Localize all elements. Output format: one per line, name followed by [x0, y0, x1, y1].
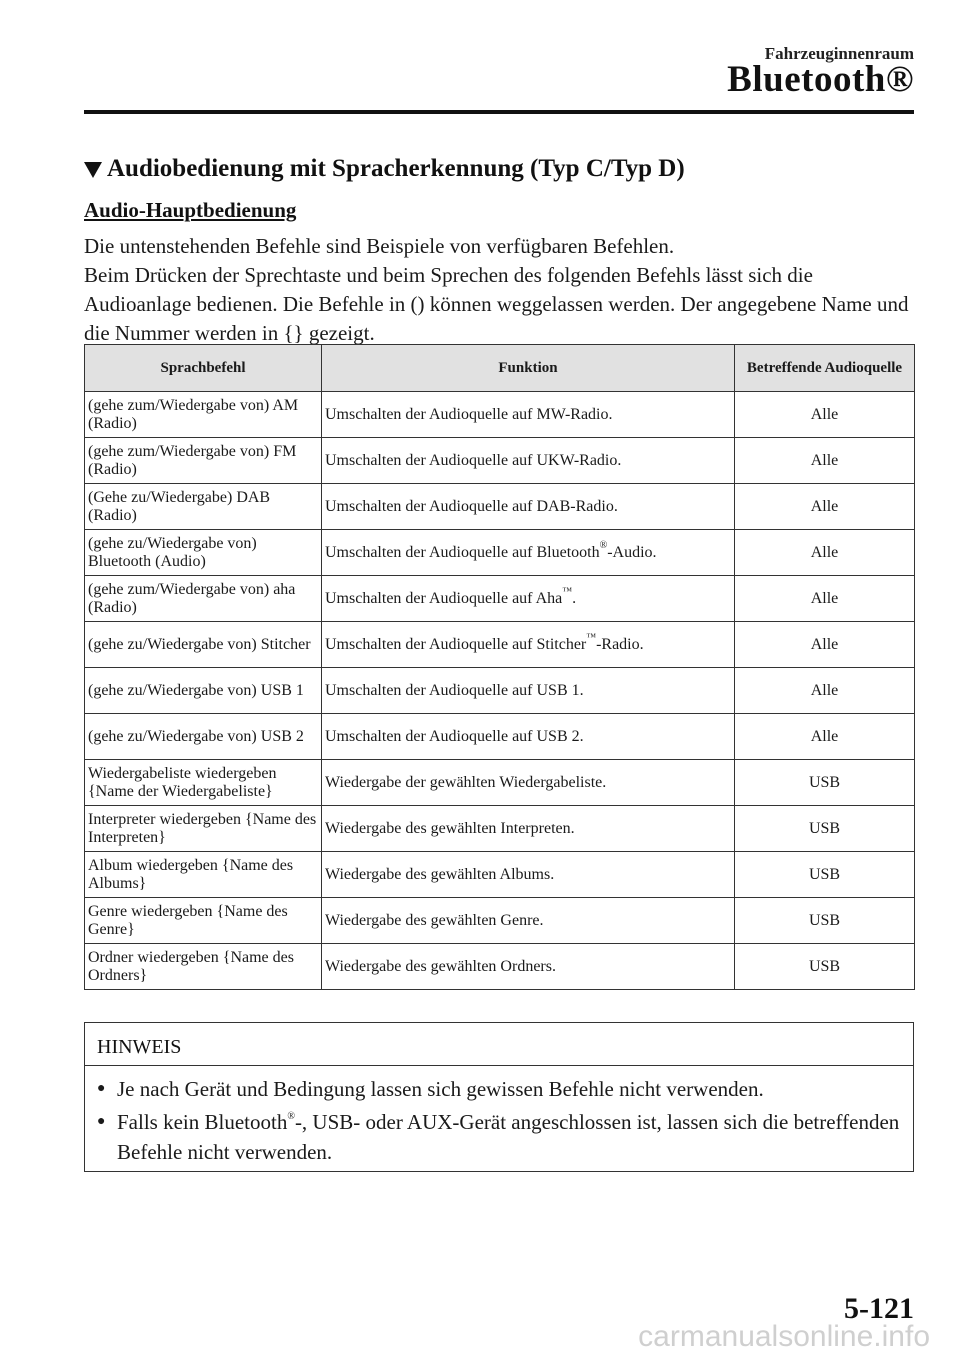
function-text-end: . — [572, 589, 577, 607]
note-item-text: Je nach Gerät und Bedingung lassen sich gewissen Befehle nicht verwenden. — [117, 1077, 764, 1101]
registered-mark: ® — [599, 540, 608, 552]
note-body — [85, 1066, 913, 1167]
cell-function: Wiedergabe des gewählten Ordners. — [322, 944, 735, 990]
function-text: Umschalten der Audioquelle auf Aha — [325, 589, 563, 607]
page-number: 5-121 — [844, 1292, 914, 1325]
table-row — [85, 714, 915, 760]
cell-function: Wiedergabe des gewählten Interpreten. — [322, 806, 735, 852]
cell-source: Alle — [735, 622, 915, 668]
subheading: Audio-Hauptbedienung — [84, 198, 297, 222]
note-title: HINWEIS — [85, 1023, 913, 1066]
table-row — [85, 622, 915, 668]
cell-source: USB — [735, 898, 915, 944]
cell-source: Alle — [735, 530, 915, 576]
cell-source: USB — [735, 852, 915, 898]
cell-function: Umschalten der Audioquelle auf DAB-Radio. — [322, 484, 735, 530]
cell-source: Alle — [735, 714, 915, 760]
function-text-end: -Audio. — [607, 543, 657, 561]
cell-command: (gehe zu/Wiedergabe von) Bluetooth (Audio) — [85, 530, 322, 576]
table-row — [85, 806, 915, 852]
trademark-mark: ™ — [586, 632, 597, 644]
cell-command: Genre wiedergeben {Name des Genre} — [85, 898, 322, 944]
bullet-icon: ● — [97, 1114, 106, 1129]
section-heading — [84, 155, 685, 183]
cell-function: Umschalten der Audioquelle auf USB 1. — [322, 668, 735, 714]
cell-function: Umschalten der Audioquelle auf UKW-Radio. — [322, 438, 735, 484]
cell-function — [322, 622, 735, 668]
cell-source: Alle — [735, 438, 915, 484]
note-box — [84, 1022, 914, 1172]
table-header-row — [85, 345, 915, 392]
cell-function: Umschalten der Audioquelle auf USB 2. — [322, 714, 735, 760]
function-text: Umschalten der Audioquelle auf Stitcher — [325, 635, 587, 653]
function-text: Umschalten der Audioquelle auf Bluetooth — [325, 543, 600, 561]
table-row — [85, 576, 915, 622]
header-command: Sprachbefehl — [85, 345, 322, 392]
cell-source: Alle — [735, 576, 915, 622]
registered-mark: ® — [287, 1111, 295, 1122]
header-function: Funktion — [322, 345, 735, 392]
cell-command: (Gehe zu/Wiedergabe) DAB (Radio) — [85, 484, 322, 530]
cell-source: USB — [735, 760, 915, 806]
intro-paragraph: Beim Drücken der Sprechtaste und beim Sprechen des folgenden Befehls lässt sich die Audioanlage bedienen. Die Befehle in () können weggelassen werden. Der angegebene Name und die Nummer werden in {} gezeigt. — [84, 263, 909, 345]
bullet-icon: ● — [97, 1081, 106, 1096]
table-row — [85, 852, 915, 898]
cell-command: (gehe zu/Wiedergabe von) Stitcher — [85, 622, 322, 668]
table-row — [85, 530, 915, 576]
table-row — [85, 898, 915, 944]
cell-function: Wiedergabe des gewählten Genre. — [322, 898, 735, 944]
cell-command: Interpreter wiedergeben {Name des Interpreten} — [85, 806, 322, 852]
section-heading-text: Audiobedienung mit Spracherkennung (Typ C/Typ D) — [107, 155, 685, 182]
watermark: carmanualsonline.info — [638, 1320, 930, 1353]
note-text-end: -, USB- oder AUX-Gerät angeschlossen ist, lassen sich die betreffenden Befehle nicht verwenden. — [117, 1110, 900, 1164]
cell-function: Umschalten der Audioquelle auf MW-Radio. — [322, 392, 735, 438]
cell-command: (gehe zu/Wiedergabe von) USB 1 — [85, 668, 322, 714]
header-rule — [84, 110, 914, 114]
note-item — [97, 1107, 903, 1167]
command-table — [84, 344, 915, 990]
note-text-start: Falls kein Bluetooth — [117, 1110, 288, 1134]
table-row — [85, 760, 915, 806]
cell-function — [322, 530, 735, 576]
header-category: Fahrzeuginnenraum — [764, 44, 914, 63]
cell-command: (gehe zum/Wiedergabe von) FM (Radio) — [85, 438, 322, 484]
triangle-down-icon — [84, 162, 102, 178]
cell-source: Alle — [735, 668, 915, 714]
cell-command: Wiedergabeliste wiedergeben {Name der Wiedergabeliste} — [85, 760, 322, 806]
intro-text — [84, 232, 914, 348]
note-item — [97, 1074, 903, 1104]
table-row — [85, 392, 915, 438]
intro-paragraph: Die untenstehenden Befehle sind Beispiele von verfügbaren Befehlen. — [84, 234, 675, 258]
cell-function: Wiedergabe des gewählten Albums. — [322, 852, 735, 898]
cell-command: Ordner wiedergeben {Name des Ordners} — [85, 944, 322, 990]
table-row — [85, 438, 915, 484]
function-text-end: -Radio. — [596, 635, 644, 653]
trademark-mark: ™ — [562, 586, 573, 598]
cell-source: USB — [735, 806, 915, 852]
cell-source: Alle — [735, 484, 915, 530]
cell-source: USB — [735, 944, 915, 990]
header-source: Betreffende Audioquelle — [735, 345, 915, 392]
table-row — [85, 484, 915, 530]
table-row — [85, 668, 915, 714]
cell-command: (gehe zu/Wiedergabe von) USB 2 — [85, 714, 322, 760]
cell-function: Wiedergabe der gewählten Wiedergabeliste. — [322, 760, 735, 806]
note-item-text — [117, 1107, 903, 1167]
cell-command: (gehe zum/Wiedergabe von) AM (Radio) — [85, 392, 322, 438]
table-row — [85, 944, 915, 990]
header-title: Bluetooth® — [727, 59, 914, 100]
cell-command: Album wiedergeben {Name des Albums} — [85, 852, 322, 898]
cell-source: Alle — [735, 392, 915, 438]
cell-function — [322, 576, 735, 622]
cell-command: (gehe zum/Wiedergabe von) aha (Radio) — [85, 576, 322, 622]
